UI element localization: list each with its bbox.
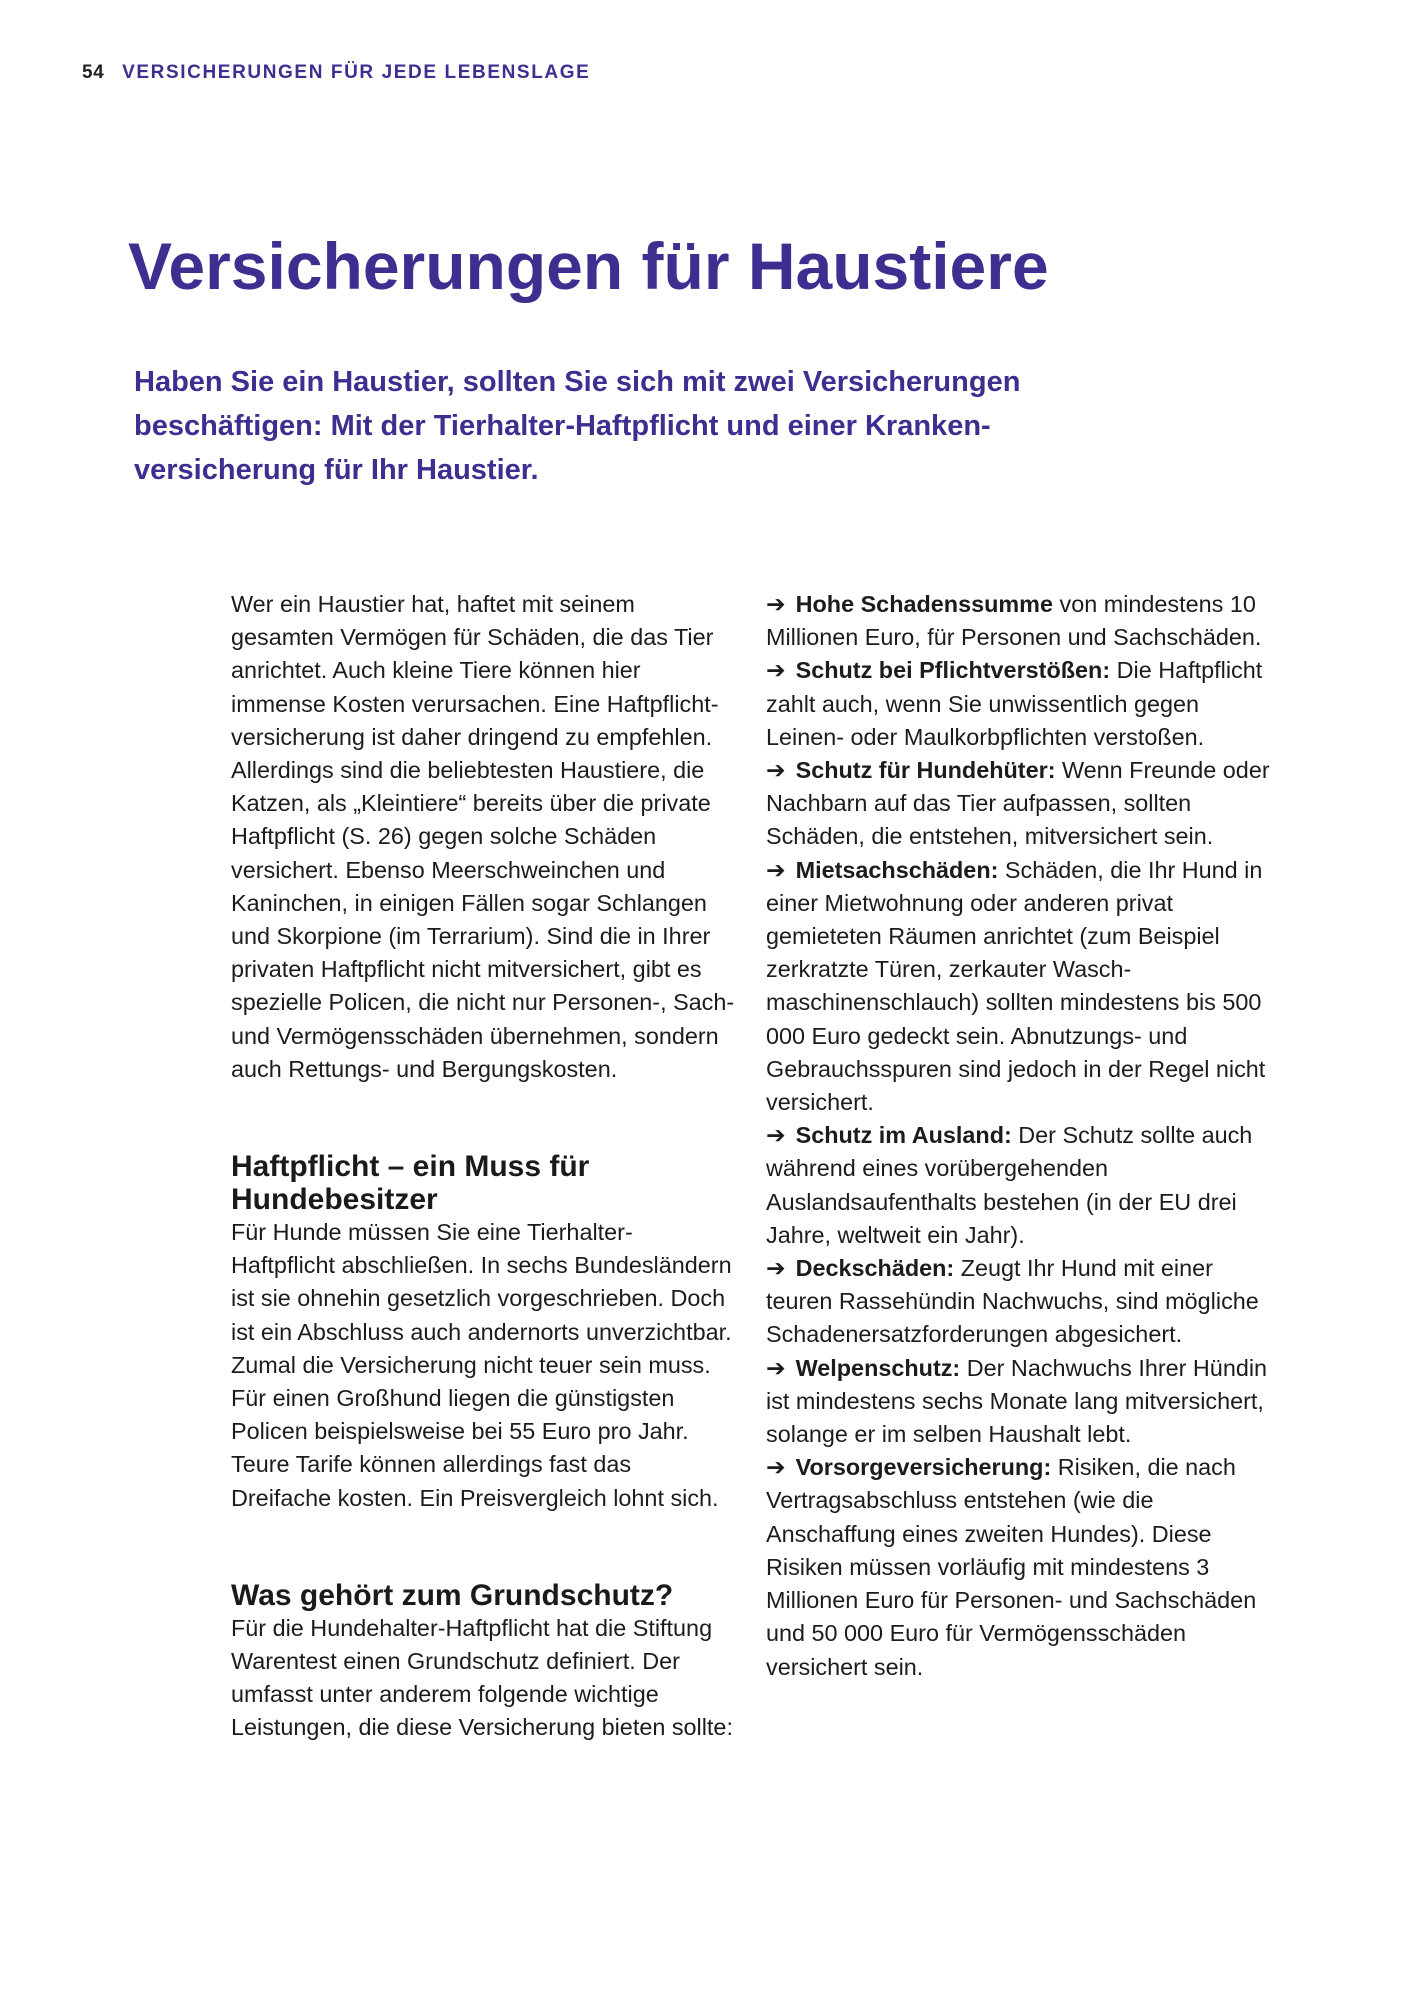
list-item [766, 1252, 1271, 1352]
lead-paragraph: Haben Sie ein Haustier, sollten Sie sich mit zwei Versicherungen beschäftigen: Mit der Tierhalter-Haftpflicht und einer Krankenversicherung für Ihr Haustier. [134, 366, 1021, 486]
list-item-text: Der Nachwuchs Ihrer Hündin ist mindestens sechs Monate lang mitversichert, solange er im selben Haushalt lebt. [766, 1354, 1268, 1448]
arrow-icon: ➔ [766, 1255, 786, 1282]
list-item-term: Deckschäden: [795, 1255, 955, 1282]
list-item-term: Vorsorgeversicherung: [795, 1454, 1052, 1481]
running-head [82, 62, 590, 84]
left-column [231, 588, 736, 1745]
list-item-text: Der Schutz sollte auch während eines vorübergehenden Auslandsaufenthalts bestehen (in der EU drei Jahre, weltweit ein Jahr). [766, 1122, 1253, 1248]
list-item-text: von mindestens 10 Millionen Euro, für Personen und Sachschäden. [766, 591, 1262, 651]
list-item [766, 1119, 1271, 1252]
arrow-icon: ➔ [766, 591, 786, 617]
intro-paragraph: Wer ein Haustier hat, haftet mit seinem gesamten Vermögen für Schäden, die das Tier anrichtet. Auch kleine Tiere können hier immense Kosten verursachen. Eine Haftpflichtversicherung ist daher dringend zu empfehlen. Allerdings sind die beliebtesten Haustiere, die Katzen, als „Kleintiere“ bereits über die private Haftpflicht (S. 26) gegen solche Schäden versichert. Ebenso Meerschweinchen und Kaninchen, in einigen Fällen sogar Schlangen und Skorpione (im Terrarium). Sind die in Ihrer privaten Haftpflicht nicht mitversichert, gibt es spezielle Policen, die nicht nur Personen-, Sach- und Vermögensschäden übernehmen, sondern auch Rettungs- und Bergungskosten. [231, 591, 735, 1082]
list-item [766, 1451, 1271, 1683]
list-item-term: Welpenschutz: [795, 1354, 961, 1381]
list-item [766, 754, 1271, 854]
list-item-term: Schutz für Hundehüter: [795, 757, 1056, 784]
arrow-icon: ➔ [766, 856, 786, 883]
arrow-icon: ➔ [766, 757, 786, 784]
page-title: Versicherungen für Haustiere [128, 229, 1049, 303]
list-item [766, 654, 1271, 754]
grundschutz-paragraph: Für die Hundehalter-Haftpflicht hat die Stiftung Warentest einen Grundschutz definiert. Der umfasst unter anderem folgende wichtige Leistungen, die diese Versicherung bieten sollte: [231, 1614, 733, 1741]
list-item [766, 1352, 1271, 1452]
section-title: VERSICHERUNGEN FÜR JEDE LEBENSLAGE [122, 62, 591, 83]
arrow-icon: ➔ [766, 657, 786, 684]
list-item-text: Die Haftpflicht zahlt auch, wenn Sie unwissentlich gegen Leinen- oder Maulkorbpflichten verstoßen. [766, 657, 1263, 750]
list-item-text: Risiken, die nach Vertragsabschluss entstehen (wie die Anschaffung eines zweiten Hundes). Diese Risiken müssen vorläufig mit mindestens 3 Millionen Euro für Personen- und Sachschäden und 50 000 Euro für Vermögensschäden versichert sein. [766, 1454, 1257, 1680]
list-item-term: Schutz im Ausland: [795, 1122, 1012, 1149]
list-item-term: Hohe Schadenssumme [795, 591, 1053, 617]
right-column [766, 588, 1271, 1684]
list-item-text: Zeugt Ihr Hund mit einer teuren Rassehündin Nachwuchs, sind mögliche Schadenersatzforderungen abgesichert. [766, 1255, 1259, 1348]
page-number: 54 [82, 62, 105, 83]
list-item [766, 854, 1271, 1120]
list-item [766, 588, 1271, 654]
heading-haftpflicht: Haftpflicht – ein Muss für Hundebesitzer [231, 1150, 590, 1217]
list-item-text: Wenn Freunde oder Nachbarn auf das Tier aufpassen, sollten Schäden, die entstehen, mitversichert sein. [766, 757, 1270, 850]
arrow-icon: ➔ [766, 1122, 786, 1149]
list-item-text: Schäden, die Ihr Hund in einer Mietwohnung oder anderen privat gemieteten Räumen anrichtet (zum Beispiel zerkratzte Türen, zerkauter Waschmaschinenschlauch) sollten mindestens bis 500 000 Euro gedeckt sein. Abnutzungs- und Gebrauchsspuren sind jedoch in der Regel nicht versichert. [766, 856, 1266, 1116]
haftpflicht-paragraph: Für Hunde müssen Sie eine Tierhalter-Haftpflicht abschließen. In sechs Bundesländern ist sie ohnehin gesetzlich vorgeschrieben. Doch ist ein Abschluss auch andernorts unverzichtbar. Zumal die Versicherung nicht teuer sein muss. Für einen Großhund liegen die günstigsten Policen beispielsweise bei 55 Euro pro Jahr. Teure Tarife können allerdings fast das Dreifache kosten. Ein Preisvergleich lohnt sich. [231, 1219, 732, 1511]
arrow-icon: ➔ [766, 1454, 786, 1481]
arrow-icon: ➔ [766, 1354, 786, 1381]
heading-grundschutz: Was gehört zum Grundschutz? [231, 1578, 674, 1612]
list-item-term: Schutz bei Pflichtverstößen: [795, 657, 1111, 684]
list-item-term: Mietsachschäden: [795, 856, 999, 883]
